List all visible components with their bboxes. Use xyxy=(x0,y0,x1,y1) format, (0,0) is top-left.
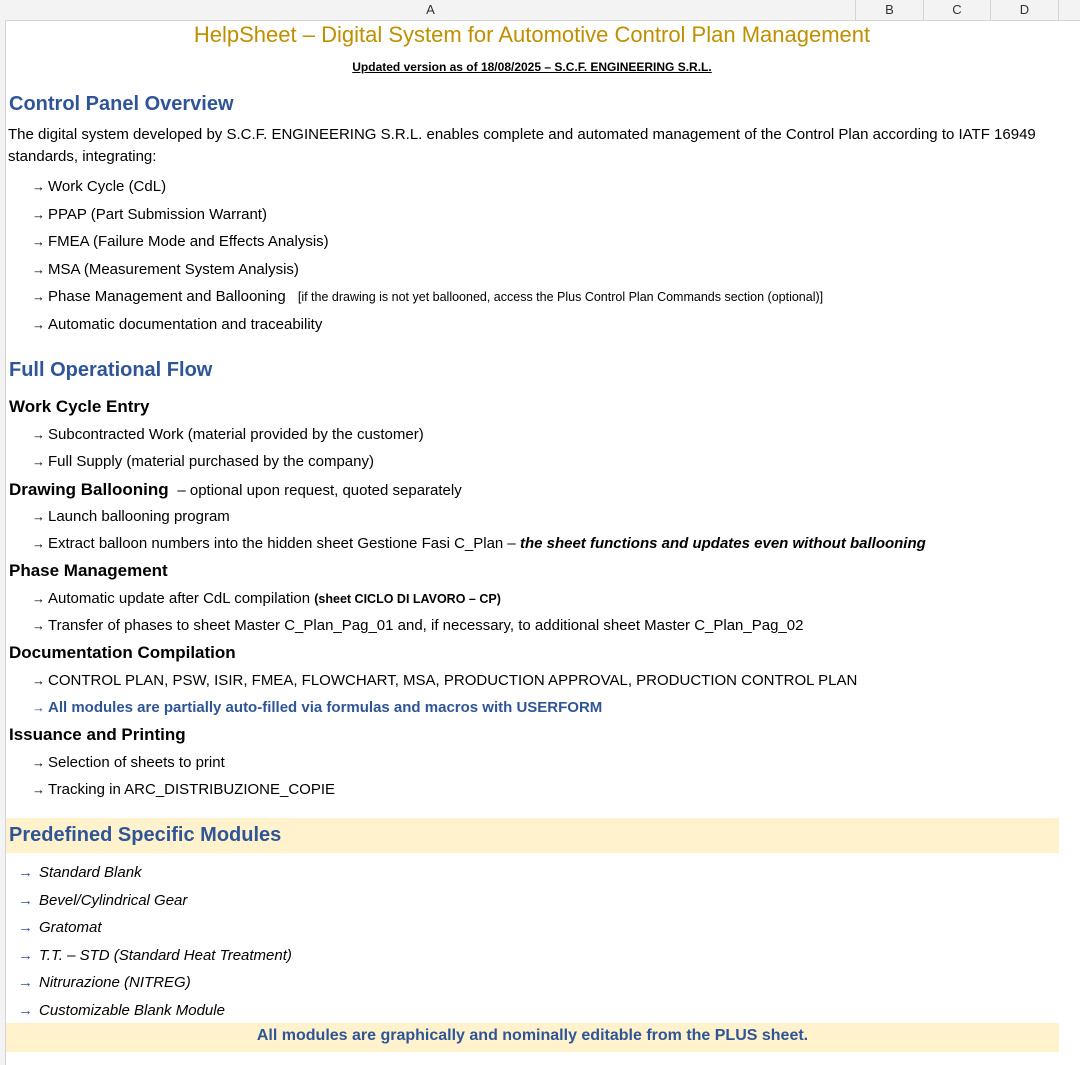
arrow-icon: → xyxy=(32,782,45,797)
overview-heading: Control Panel Overview xyxy=(9,93,234,115)
arrow-icon: → xyxy=(32,179,45,194)
phase-item: → Automatic update after CdL compilation (sheet CICLO DI LAVORO – CP) xyxy=(32,590,501,607)
column-header-bar xyxy=(0,0,1080,21)
arrow-icon: → xyxy=(32,536,45,551)
arrow-icon: → xyxy=(32,234,45,249)
column-header-b[interactable]: B xyxy=(856,0,924,20)
arrow-icon: → xyxy=(18,864,33,881)
module-item: → Nitrurazione (NITREG) xyxy=(18,974,191,991)
arrow-icon: → xyxy=(32,755,45,770)
page-subtitle: Updated version as of 18/08/2025 – S.C.F. ENGINEERING S.R.L. xyxy=(352,60,712,74)
column-header-d[interactable]: D xyxy=(991,0,1059,20)
column-header-a[interactable]: A xyxy=(6,0,856,20)
module-item: → Customizable Blank Module xyxy=(18,1002,225,1019)
arrow-icon: → xyxy=(32,618,45,633)
phase-item: → Transfer of phases to sheet Master C_Plan_Pag_01 and, if necessary, to additional sheet Master C_Plan_Pag_02 xyxy=(32,617,804,634)
arrow-icon: → xyxy=(32,262,45,277)
overview-item: → PPAP (Part Submission Warrant) xyxy=(32,206,267,223)
ballooning-title: Drawing Ballooning xyxy=(9,480,169,499)
overview-item: → Automatic documentation and traceability xyxy=(32,316,323,333)
arrow-icon: → xyxy=(32,509,45,524)
work-cycle-item: → Full Supply (material purchased by the company) xyxy=(32,453,374,470)
overview-intro-line1: The digital system developed by S.C.F. ENGINEERING S.R.L. enables complete and automated management of the Control Plan according to IATF 16949 xyxy=(8,126,1036,143)
documentation-title: Documentation Compilation xyxy=(9,643,236,662)
work-cycle-item: → Subcontracted Work (material provided by the customer) xyxy=(32,426,424,443)
modules-heading: Predefined Specific Modules xyxy=(9,824,282,846)
arrow-icon: → xyxy=(32,427,45,442)
ballooning-optional-note: – optional upon request, quoted separately xyxy=(177,482,462,499)
phase-sheet-note: (sheet CICLO DI LAVORO – CP) xyxy=(314,592,501,606)
arrow-icon: → xyxy=(18,892,33,909)
overview-item: → Phase Management and Ballooning [if the drawing is not yet ballooned, access the Plus Control Plan Commands section (optional)] xyxy=(32,288,824,305)
arrow-icon: → xyxy=(18,947,33,964)
arrow-icon: → xyxy=(18,919,33,936)
arrow-icon: → xyxy=(32,591,45,606)
arrow-icon: → xyxy=(32,673,45,688)
arrow-icon: → xyxy=(18,974,33,991)
arrow-icon: → xyxy=(32,700,45,715)
phase-title: Phase Management xyxy=(9,561,168,580)
module-item: → Gratomat xyxy=(18,919,102,936)
overview-intro-line2: standards, integrating: xyxy=(8,148,157,165)
arrow-icon: → xyxy=(32,454,45,469)
module-item: → T.T. – STD (Standard Heat Treatment) xyxy=(18,947,292,964)
worksheet[interactable] xyxy=(6,20,1080,1065)
ballooning-item: → Extract balloon numbers into the hidden sheet Gestione Fasi C_Plan – the sheet functions and updates even without ballooning xyxy=(32,535,926,552)
issuance-item: → Selection of sheets to print xyxy=(32,754,225,771)
overview-item: → FMEA (Failure Mode and Effects Analysis) xyxy=(32,233,329,250)
ballooning-title-row xyxy=(9,480,462,500)
ballooning-note: [if the drawing is not yet ballooned, access the Plus Control Plan Commands section (optional)] xyxy=(297,290,824,304)
column-header-c[interactable]: C xyxy=(924,0,991,20)
issuance-title: Issuance and Printing xyxy=(9,725,186,744)
issuance-item: → Tracking in ARC_DISTRIBUZIONE_COPIE xyxy=(32,781,336,798)
module-item: → Bevel/Cylindrical Gear xyxy=(18,892,188,909)
arrow-icon: → xyxy=(32,207,45,222)
arrow-icon: → xyxy=(32,289,45,304)
ballooning-emphasis: the sheet functions and updates even without ballooning xyxy=(519,535,926,552)
arrow-icon: → xyxy=(18,1002,33,1019)
page-title: HelpSheet – Digital System for Automotive Control Plan Management xyxy=(193,22,871,47)
module-item: → Standard Blank xyxy=(18,864,142,881)
ballooning-item: → Launch ballooning program xyxy=(32,508,230,525)
overview-item: → MSA (Measurement System Analysis) xyxy=(32,261,299,278)
overview-item: → Work Cycle (CdL) xyxy=(32,178,167,195)
documentation-item-highlight: → All modules are partially auto-filled via formulas and macros with USERFORM xyxy=(32,699,603,716)
modules-footer-note: All modules are graphically and nominally editable from the PLUS sheet. xyxy=(256,1027,809,1044)
arrow-icon: → xyxy=(32,317,45,332)
flow-heading: Full Operational Flow xyxy=(9,359,213,381)
work-cycle-title: Work Cycle Entry xyxy=(9,397,150,416)
documentation-item: → CONTROL PLAN, PSW, ISIR, FMEA, FLOWCHART, MSA, PRODUCTION APPROVAL, PRODUCTION CONTROL PLAN xyxy=(32,672,858,689)
